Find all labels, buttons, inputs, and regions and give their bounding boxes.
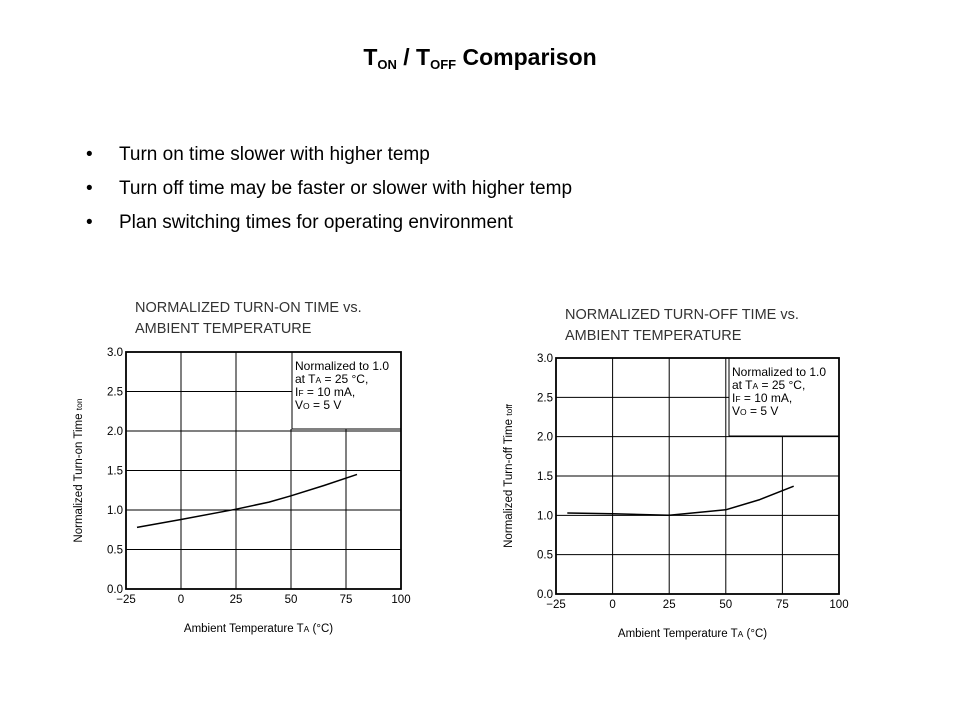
y-tick-label: 1.5 (537, 471, 553, 483)
y-tick-label: 0.5 (107, 544, 123, 557)
annotation-line: at TA = 25 °C, (295, 372, 369, 386)
annotation-line: at TA = 25 °C, (732, 378, 806, 392)
y-tick-label: 3.0 (107, 347, 123, 359)
x-tick-label: 75 (776, 599, 789, 611)
y-tick-label: 2.0 (537, 431, 553, 444)
y-tick-label: 1.5 (107, 465, 123, 478)
x-tick-label: −25 (546, 599, 566, 611)
annotation-line: Normalized to 1.0 (295, 359, 390, 373)
x-tick-label: 50 (719, 599, 733, 611)
x-tick-label: 100 (829, 599, 849, 611)
data-line (137, 474, 357, 527)
data-line (567, 486, 793, 515)
annotation-line: IF = 10 mA, (732, 391, 793, 405)
bullet-item (86, 138, 572, 172)
bullet-item (86, 206, 572, 240)
annotation-line: VO = 5 V (295, 398, 342, 412)
y-tick-label: 0.0 (537, 589, 553, 601)
slide-title: $T_{ON} / T_{OFF}$ Comparison (363, 44, 597, 72)
x-tick-label: 25 (662, 599, 676, 611)
x-tick-label: 50 (284, 594, 298, 606)
y-tick-label: 0.0 (107, 584, 123, 596)
chart-title-line: AMBIENT TEMPERATURE (135, 321, 312, 337)
chart-title-line: NORMALIZED TURN-OFF TIME vs. (565, 307, 799, 323)
y-axis-label: Normalized Turn-off Time toff (503, 404, 515, 548)
bullet-text: Plan switching times for operating environment (119, 212, 513, 233)
y-tick-label: 2.0 (107, 426, 123, 438)
x-tick-label: 25 (229, 594, 243, 606)
annotation-line: Normalized to 1.0 (732, 365, 827, 379)
turn-on-time-chart (60, 290, 440, 650)
x-tick-label: 100 (391, 594, 411, 606)
bullet-dot: • (86, 144, 93, 165)
y-axis-label: Normalized Turn-on Time ton (73, 398, 85, 543)
y-tick-label: 2.5 (107, 386, 123, 399)
bullet-dot: • (86, 178, 93, 199)
x-tick-label: 0 (609, 599, 616, 611)
bullet-dot: • (86, 212, 93, 233)
y-tick-label: 1.0 (107, 505, 123, 517)
bullet-list (86, 138, 572, 240)
turn-off-time-chart (490, 297, 870, 657)
x-axis-label: Ambient Temperature TA (°C) (617, 628, 768, 640)
x-tick-label: −25 (116, 594, 136, 606)
chart-title-line: NORMALIZED TURN-ON TIME vs. (135, 300, 362, 316)
y-tick-label: 1.0 (537, 510, 553, 523)
x-tick-label: 0 (177, 594, 185, 606)
x-tick-label: 75 (339, 594, 353, 606)
y-tick-label: 3.0 (537, 353, 553, 365)
x-axis-label: Ambient Temperature TA (°C) (183, 623, 334, 635)
annotation-line: IF = 10 mA, (295, 385, 356, 399)
bullet-text: Turn off time may be faster or slower with higher temp (119, 178, 573, 199)
y-tick-label: 0.5 (537, 549, 553, 562)
bullet-text: Turn on time slower with higher temp (119, 144, 430, 165)
chart-title-line: AMBIENT TEMPERATURE (565, 328, 742, 344)
annotation-line: VO = 5 V (732, 404, 779, 418)
bullet-item (86, 172, 572, 206)
y-tick-label: 2.5 (537, 392, 553, 405)
